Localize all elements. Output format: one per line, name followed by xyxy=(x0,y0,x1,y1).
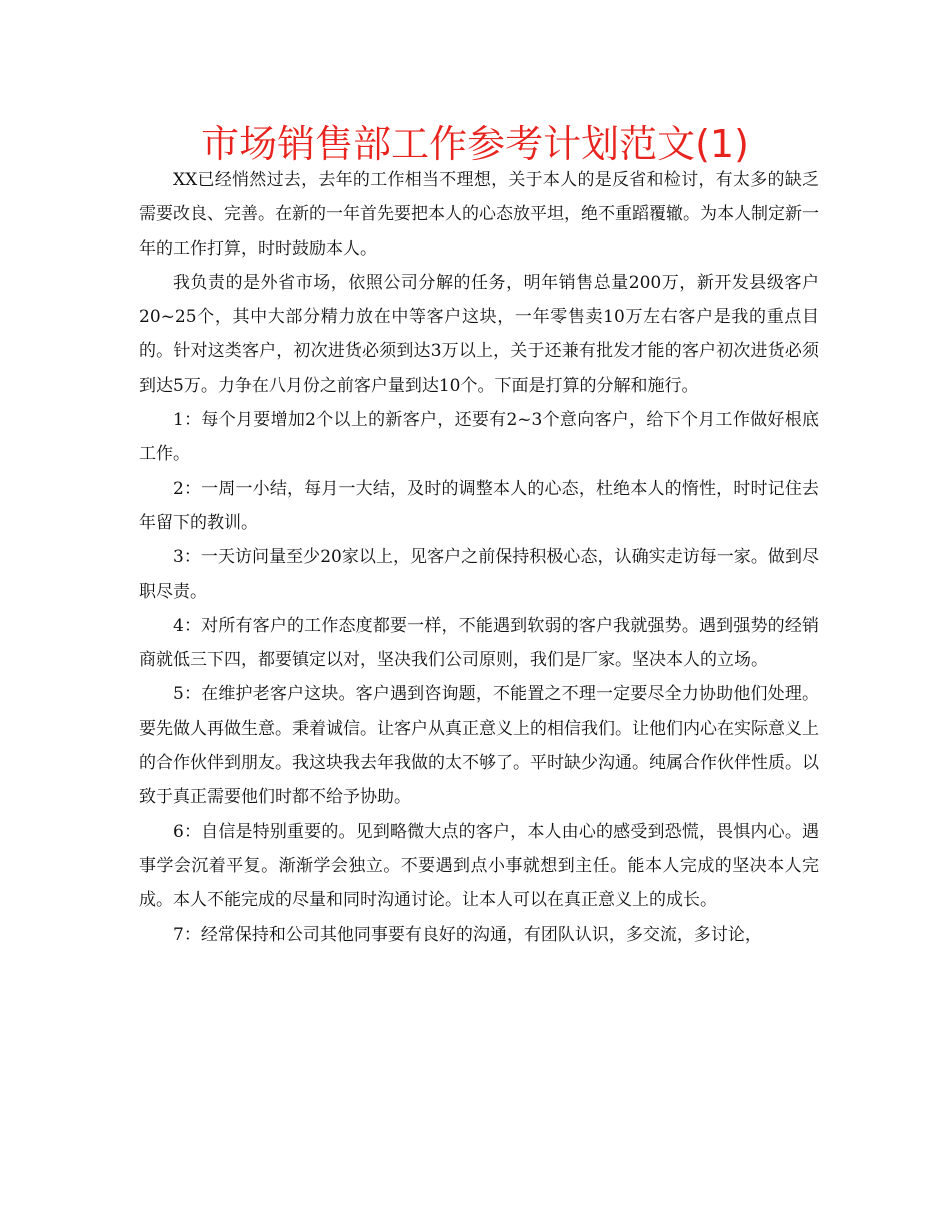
paragraph-item-2: 2：一周一小结，每月一大结，及时的调整本人的心态，杜绝本人的惰性，时时记住去年留下的教训。 xyxy=(139,478,819,533)
paragraph-item-1: 1：每个月要增加2个以上的新客户，还要有2~3个意向客户，给下个月工作做好根底工作。 xyxy=(139,410,819,465)
paragraph-item-3: 3：一天访问量至少20家以上，见客户之前保持积极心态，认确实走访每一家。做到尽职尽责。 xyxy=(139,547,819,602)
paragraph-item-4: 4：对所有客户的工作态度都要一样，不能遇到软弱的客户我就强势。遇到强势的经销商就低三下四，都要镇定以对，坚决我们公司原则，我们是厂家。坚决本人的立场。 xyxy=(139,615,819,671)
document-body xyxy=(139,163,819,952)
document-title: 市场销售部工作参考计划范文(1) xyxy=(201,122,749,166)
paragraph-item-6: 6：自信是特别重要的。见到略微大点的客户，本人由心的感受到恐慌，畏惧内心。遇事学会沉着平复。渐渐学会独立。不要遇到点小事就想到主任。能本人完成的坚决本人完成。本人不能完成的尽量和同时沟通讨论。让本人可以在真正意义上的成长。 xyxy=(139,821,819,911)
paragraph-intro: XX已经悄然过去，去年的工作相当不理想，关于本人的是反省和检讨，有太多的缺乏需要改良、完善。在新的一年首先要把本人的心态放平坦，绝不重蹈覆辙。为本人制定新一年的工作打算，时时鼓励本人。 xyxy=(139,170,819,259)
paragraph-market-plan: 我负责的是外省市场，依照公司分解的任务，明年销售总量200万，新开发县级客户20~25个，其中大部分精力放在中等客户这块，一年零售卖10万左右客户是我的重点目的。针对这类客户，初次进货必须到达3万以上，关于还兼有批发才能的客户初次进货必须到达5万。力争在八月份之前客户量到达10个。下面是打算的分解和施行。 xyxy=(139,272,819,396)
paragraph-item-7: 7：经常保持和公司其他同事要有良好的沟通，有团队认识，多交流，多讨论， xyxy=(173,924,762,945)
paragraph-item-5: 5：在维护老客户这块。客户遇到咨询题，不能置之不理一定要尽全力协助他们处理。要先做人再做生意。秉着诚信。让客户从真正意义上的相信我们。让他们内心在实际意义上的合作伙伴到朋友。我这块我去年我做的太不够了。平时缺少沟通。纯属合作伙伴性质。以致于真正需要他们时都不给予协助。 xyxy=(139,684,819,808)
